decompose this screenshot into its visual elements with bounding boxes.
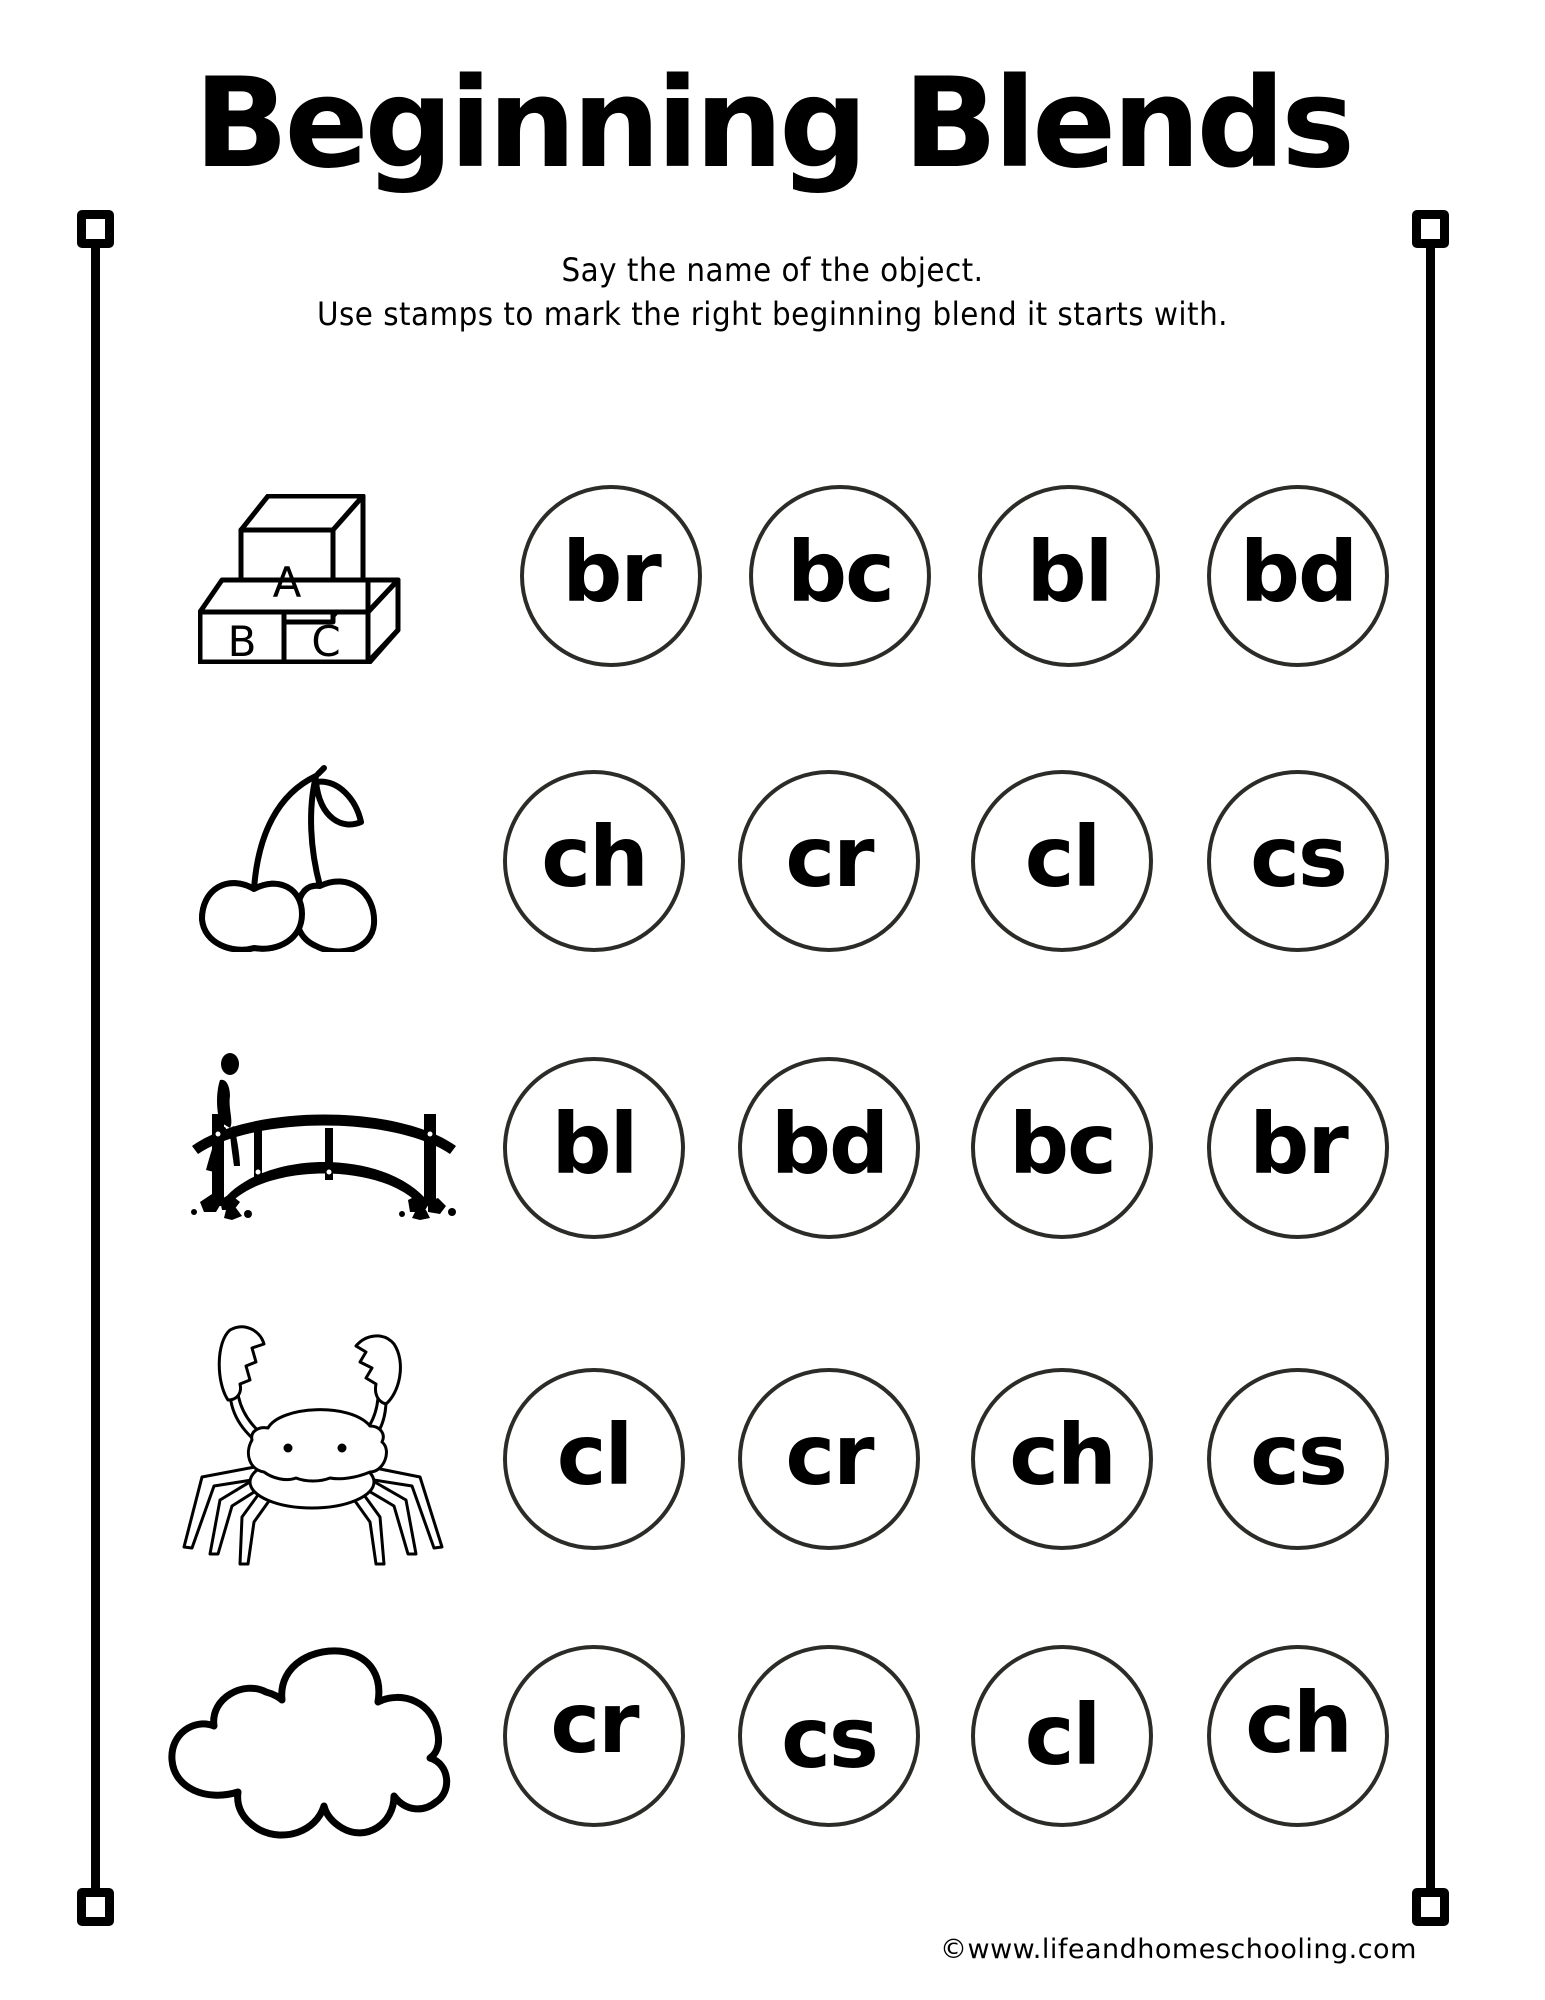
blend-option-label: bl xyxy=(1026,523,1112,621)
block-letter-a: A xyxy=(272,558,302,607)
blend-option-label: bc xyxy=(787,523,893,621)
cherries-icon xyxy=(198,764,378,952)
cloud-icon xyxy=(166,1642,454,1842)
blend-option-label: br xyxy=(1249,1095,1347,1193)
blend-option[interactable] xyxy=(978,485,1160,667)
blend-option-label: cs xyxy=(1250,808,1346,906)
blend-option[interactable] xyxy=(1207,1368,1389,1550)
blend-option[interactable] xyxy=(1207,1645,1389,1827)
blend-option-label: bd xyxy=(1239,523,1357,621)
blend-option[interactable] xyxy=(520,485,702,667)
right-top-border-cap xyxy=(1412,210,1449,248)
blend-option-label: cl xyxy=(556,1406,632,1504)
instruction-line-1: Say the name of the object. xyxy=(561,251,984,289)
blend-option[interactable] xyxy=(971,1057,1153,1239)
left-border-line xyxy=(91,246,100,1890)
blend-option[interactable] xyxy=(1207,1057,1389,1239)
blend-option-label: cr xyxy=(785,1406,873,1504)
blend-option[interactable] xyxy=(1207,770,1389,952)
blend-option-label: cr xyxy=(785,808,873,906)
abc-blocks-icon xyxy=(198,494,408,664)
blend-option-label: ch xyxy=(1009,1406,1115,1504)
blend-option-label: bd xyxy=(770,1095,888,1193)
blend-option-label: cs xyxy=(1250,1406,1346,1504)
crab-icon xyxy=(180,1322,446,1566)
blend-option[interactable] xyxy=(503,770,685,952)
bridge-icon xyxy=(190,1052,458,1220)
left-top-border-cap xyxy=(77,210,114,248)
block-letter-c: C xyxy=(311,617,341,664)
blend-option[interactable] xyxy=(503,1645,685,1827)
blend-option[interactable] xyxy=(738,770,920,952)
blend-option[interactable] xyxy=(1207,485,1389,667)
blend-option[interactable] xyxy=(971,770,1153,952)
copyright-footer: ©www.lifeandhomeschooling.com xyxy=(940,1934,1417,1965)
instructions xyxy=(0,248,1545,336)
left-bottom-border-cap xyxy=(77,1888,114,1926)
blend-option-label: cl xyxy=(1024,1686,1100,1784)
blend-option[interactable] xyxy=(971,1368,1153,1550)
blend-option-label: cr xyxy=(550,1674,638,1772)
blend-option[interactable] xyxy=(749,485,931,667)
blend-option[interactable] xyxy=(738,1368,920,1550)
block-letter-b: B xyxy=(227,617,257,664)
blend-option-label: br xyxy=(562,523,660,621)
right-bottom-border-cap xyxy=(1412,1888,1449,1926)
blend-option[interactable] xyxy=(503,1368,685,1550)
blend-option[interactable] xyxy=(503,1057,685,1239)
blend-option-label: bl xyxy=(551,1095,637,1193)
blend-option[interactable] xyxy=(738,1645,920,1827)
blend-option-label: cs xyxy=(781,1689,877,1787)
blend-option-label: bc xyxy=(1009,1095,1115,1193)
page-title: Beginning Blends xyxy=(193,52,1352,196)
blend-option-label: ch xyxy=(1245,1674,1351,1772)
right-border-line xyxy=(1426,246,1435,1890)
instruction-line-2: Use stamps to mark the right beginning blend it starts with. xyxy=(316,295,1229,333)
blend-option-label: cl xyxy=(1024,808,1100,906)
blend-option[interactable] xyxy=(738,1057,920,1239)
blend-option-label: ch xyxy=(541,808,647,906)
blend-option[interactable] xyxy=(971,1645,1153,1827)
